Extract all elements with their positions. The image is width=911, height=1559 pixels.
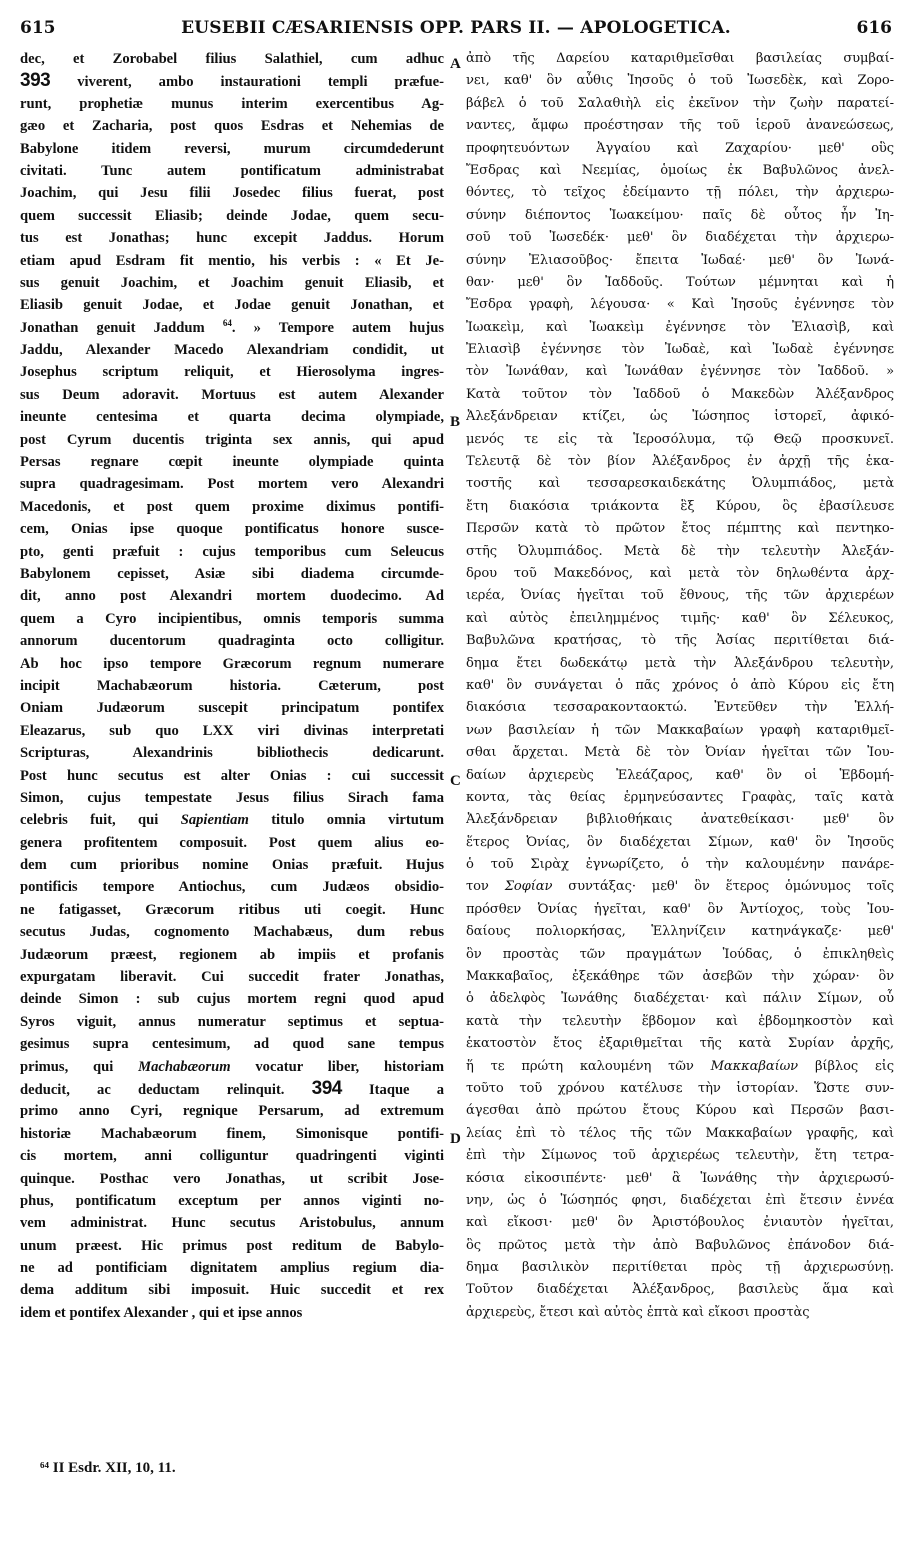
text-line: κατὰ τὴν τελευτὴν ἕβδομον καὶ ἑβδομηκοστὸν καὶ bbox=[466, 1013, 894, 1029]
text-line: μενός τε εἰς τὰ Ἱεροσόλυμα, τῷ Θεῷ προσκυνεῖ. bbox=[466, 431, 894, 447]
page-number-left: 615 bbox=[20, 18, 56, 38]
text-line: genera profitentem composuit. Post quem alius eo- bbox=[20, 834, 444, 851]
text-line: Judæorum præest, regionem ab impiis et profanis bbox=[20, 946, 444, 963]
text-line: καθ' ὃν συνάγεται ὁ πᾶς χρόνος ὁ ἀπὸ Κύρου εἰς ἔτη bbox=[466, 677, 894, 693]
text-line: ὁ τοῦ Σιρὰχ ἐγνωρίζετο, ὁ τὴν καλουμένην πανάρε- bbox=[466, 857, 894, 873]
text-line: Eliasib genuit Jodae, et Jodae genuit Jonathan, et bbox=[20, 297, 444, 314]
text-line: Babylonem cepisset, Asiæ sibi diadema circumde- bbox=[20, 565, 444, 582]
text-line: Eleazarus, sub quo LXX viri divinas interpretati bbox=[20, 722, 444, 739]
text-line: κοντα, τὰς θείας ἑρμηνεύσαντες Γραφὰς, ταῖς κατὰ bbox=[466, 789, 894, 805]
text-line: ὃς πρῶτος μετὰ τὴν ἀπὸ Βαβυλῶνος ἐπάνοδον διά- bbox=[466, 1237, 894, 1253]
text-line: pontificis tempore Antiochus, cum Judæos obsidio- bbox=[20, 879, 444, 896]
text-line: σύνην διέποντος Ἰωακείμου· παῖς δὲ οὗτος ἦν Ἰη- bbox=[466, 207, 894, 223]
text-line: gæo et Zacharia, post quos Esdras et Nehemias de bbox=[20, 118, 444, 135]
text-line: expurgatam liberavit. Cui succedit frater Jonathas, bbox=[20, 969, 444, 986]
text-line: θόντες, τὸ τεῖχος ἐδείμαντο τῇ πόλει, τὴν ἀρχιερω- bbox=[466, 185, 894, 201]
text-line: phus, pontificatum exceptum per annos viginti no- bbox=[20, 1192, 444, 1209]
text-line: quinque. Posthac vero Jonathas, ut scribit Jose- bbox=[20, 1170, 444, 1187]
text-line: Joachim, qui Jesu filii Josedec filius fuerat, post bbox=[20, 185, 444, 202]
page-header bbox=[20, 14, 892, 42]
text-line: quem successit Eliasib; deinde Jodae, quem secu- bbox=[20, 207, 444, 224]
text-line: deinde Simon : sub cujus mortem regni quod apud bbox=[20, 991, 444, 1008]
text-line: λείας ἐπὶ τὸ τέλος τῆς τῶν Μακκαβαίων γραφῆς, καὶ bbox=[466, 1125, 894, 1141]
text-line: unum præest. Hic primus post reditum de Babylo- bbox=[20, 1237, 444, 1254]
text-line: runt, prophetiæ munus interim exercentibus Ag- bbox=[20, 95, 444, 112]
text-line: Simon, cujus tempestate Jesus filius Sirach fama bbox=[20, 789, 444, 806]
text-line: dec, et Zorobabel filius Salathiel, cum adhuc bbox=[20, 51, 444, 67]
text-line: Macedonis, et post quem proxime diximus pontifi- bbox=[20, 498, 444, 515]
text-line: ἀρχιερεὺς, ἔτεσι καὶ αὐτὸς ἑπτὰ καὶ εἴκοσι προστὰς bbox=[466, 1304, 810, 1320]
text-line: πρόσθεν Ὀνίας ἡγεῖται, καθ' ὃν Ἀντίοχος, τοὺς Ἰου- bbox=[466, 901, 894, 917]
text-line: dit, anno post Alexandri mortem duodecimo. Ad bbox=[20, 588, 444, 605]
text-line: νει, καθ' ὃν αὖθις Ἰησοῦς ὁ τοῦ Ἰωσεδὲκ, καὶ Ζορο- bbox=[466, 73, 894, 89]
footnote-ref: 64 bbox=[222, 317, 232, 328]
text-line: σοῦ τοῦ Ἰωσεδέκ· μεθ' ὃν διαδέχεται τὴν ἀρχιερω- bbox=[466, 230, 894, 246]
text-line: δαίους πολιορκήσας, Ἑλληνίζειν κατηνάγκαζε· μεθ' bbox=[466, 924, 894, 940]
text-line: σύνην Ἐλιασοῦβος· ἔπειτα Ἰωδαέ· μεθ' ὃν Ἰωνά- bbox=[466, 252, 894, 268]
page-number-right: 616 bbox=[856, 18, 892, 38]
text-line: δημα βασιλικὸν περιτίθεται πρὸς τῇ ἀρχιερωσύνῃ. bbox=[466, 1260, 894, 1276]
text-line: δημα ἔτει δωδεκάτῳ μετὰ τὴν Ἀλεξάνδρου τελευτὴν, bbox=[466, 655, 894, 671]
text-line: ἕτερος Ὀνίας, ὃν διαδέχεται Σίμων, καθ' ὃν Ἰησοῦς bbox=[466, 834, 894, 850]
greek-column bbox=[466, 48, 894, 1324]
text-line: Jaddu, Alexander Macedo Alexandriam condidit, ut bbox=[20, 342, 444, 359]
text-line: 393 viverent, ambo instaurationi templi præfue- bbox=[20, 70, 444, 92]
text-line: Oniam Judæorum suscepit principatum pontifex bbox=[20, 700, 444, 717]
italic-title: Σοφίαν bbox=[504, 879, 553, 895]
italic-title: Sapientiam bbox=[180, 812, 249, 829]
text-line: Τοῦτον διαδέχεται Ἀλέξανδρος, βασιλεὺς ἅμα καὶ bbox=[466, 1282, 894, 1298]
text-line: quem a Cyro incipientibus, omnis temporis summa bbox=[20, 610, 444, 627]
text-line: deducit, ac deductam relinquit. 394 Itaque a bbox=[20, 1077, 444, 1099]
text-line: dema additum sibi imposuit. Huic succedit et rex bbox=[20, 1282, 444, 1299]
text-line: tus est Jonathas; hunc excepit Jaddus. Horum bbox=[20, 230, 444, 247]
text-line: κόσια εἰκοσιπέντε· μεθ' ἃ Ἰωνάθης τὴν ἀρχιερωσύ- bbox=[466, 1170, 894, 1186]
text-line: σθαι ἄρχεται. Μετὰ δὲ τὸν Ὀνίαν ἡγεῖται τῶν Ἰου- bbox=[466, 745, 894, 761]
text-line: Μακκαβαῖος, ἐξεκάθηρε τῶν ἀσεβῶν τὴν χώραν· ὃν bbox=[466, 969, 894, 985]
text-line: προφητευόντων Ἀγγαίου καὶ Ζαχαρίου· μεθ' οὓς bbox=[466, 140, 894, 156]
text-line: ἥ τε πρώτη καλουμένη τῶν Μακκαβαίων βίβλος εἰς bbox=[466, 1058, 894, 1074]
text-line: άγεσθαι ἀπὸ πρώτου ἔτους Κύρου καὶ Περσῶν βασι- bbox=[466, 1103, 894, 1119]
text-line: etiam apud Esdram fit mentio, his verbis : « Et Je- bbox=[20, 252, 444, 269]
text-line: Ἔσδρα γραφὴ, λέγουσα· « Καὶ Ἰησοῦς ἐγέννησε τὸν bbox=[466, 297, 894, 313]
text-line: Ἰωακεὶμ, καὶ Ἰωακεὶμ ἐγέννησε τὸν Ἐλιασὶβ, καὶ bbox=[466, 319, 894, 335]
text-line: Persas regnare cœpit ineunte olympiade quinta bbox=[20, 454, 444, 471]
text-line: annorum ducentorum quadraginta octo colligitur. bbox=[20, 633, 444, 650]
text-line: Βαβυλῶνα κρατήσας, τὸ τῆς Ἀσίας περιτίθεται διά- bbox=[466, 633, 894, 649]
text-line: Τελευτᾷ δὲ τὸν βίον Ἀλέξανδρος ἐν ἀρχῇ τῆς ἑκα- bbox=[466, 454, 894, 470]
text-line: post Cyrum ducentis triginta sex annis, qui apud bbox=[20, 431, 444, 448]
text-line: διακόσια τεσσαρακονταοκτώ. Ἐντεῦθεν τὴν Ἑλλή- bbox=[466, 700, 894, 716]
text-line: secutus Judas, cognomento Machabæus, dum rebus bbox=[20, 924, 444, 941]
text-line: ἐπὶ τὴν Σίμωνος τοῦ ἀρχιερέως τελευτὴν, ἔτη τετρα- bbox=[466, 1148, 894, 1164]
text-line: Ab hoc ipso tempore Græcorum regnum numerare bbox=[20, 655, 444, 672]
text-line: Scripturas, Alexandrinis bibliothecis dedicarunt. bbox=[20, 745, 444, 762]
margin-letter-b: B bbox=[450, 414, 461, 430]
text-line: pto, genti præfuit : cujus temporibus cum Seleucus bbox=[20, 543, 444, 560]
text-line: Babylone itidem reversi, murum circumdederunt bbox=[20, 140, 444, 157]
text-line: gesimus supra centesimum, ad quod sane tempus bbox=[20, 1036, 444, 1053]
text-line: τοῦτο τοῦ χρόνου κατέλυσε τὴν ἱστορίαν. Ὥστε συν- bbox=[466, 1080, 894, 1096]
column-marker: 393 bbox=[20, 70, 51, 92]
text-line: Ἀλεξάνδρειαν βιβλιοθήκαις ἀνατεθείκασι· μεθ' ὃν bbox=[466, 812, 894, 828]
text-line: celebris fuit, qui Sapientiam titulo omnia virtutum bbox=[20, 812, 444, 829]
text-line: νην, ὡς ὁ Ἰώσηπός φησι, διαδέχεται ἐπὶ ἔτεσιν ἐννέα bbox=[466, 1192, 894, 1208]
text-line: τον Σοφίαν συντάξας· μεθ' ὃν ἕτερος ὁμώνυμος τοῖς bbox=[466, 879, 894, 895]
text-line: δρου τοῦ Μακεδόνος, καὶ μετὰ τὸν δηλωθέντα ἀρχ- bbox=[466, 565, 894, 581]
text-line: sus genuit Joachim, et Joachim genuit Eliasib, et bbox=[20, 274, 444, 291]
text-line: ἑκατοστὸν ἔτος ἐξαριθμεῖται τῆς κατὰ Συρίαν ἀρχῆς, bbox=[466, 1036, 894, 1052]
text-line: ἀπὸ τῆς Δαρείου καταριθμεῖσθαι βασιλείας συμβαί- bbox=[466, 51, 894, 66]
text-line: cem, Onias ipse quoque pontificatus honore susce- bbox=[20, 521, 444, 538]
text-line: ὃν προστὰς τῶν πραγμάτων Ἰούδας, ὁ ἐπικληθεὶς bbox=[466, 946, 894, 962]
text-line: ιερέα, Ὀνίας ἡγεῖται τοῦ ἔθνους, τῆς τῶν ἀρχιερέων bbox=[466, 588, 894, 604]
margin-letter-a: A bbox=[450, 56, 461, 72]
footnote: ⁶⁴ II Esdr. XII, 10, 11. bbox=[40, 1460, 176, 1476]
text-line: ne ad pontificiam dignitatem amplius regium dia- bbox=[20, 1260, 444, 1277]
text-line: sus Deum adoravit. Mortuus est autem Alexander bbox=[20, 386, 444, 403]
text-line: στῆς Ὀλυμπιάδος. Μετὰ δὲ τὴν τελευτὴν Ἀλεξάν- bbox=[466, 543, 894, 559]
text-line: cis mortem, anni colliguntur quadringenti viginti bbox=[20, 1148, 444, 1165]
running-title: EUSEBII CÆSARIENSIS OPP. PARS II. — APOLOGETICA. bbox=[181, 18, 731, 38]
text-line: civitati. Tunc autem pontificatum administrabat bbox=[20, 162, 444, 179]
text-line: νων βασιλείαν ἡ τῶν Μακκαβαίων γραφὴ καταριθμεῖ- bbox=[466, 722, 894, 738]
latin-column bbox=[20, 48, 444, 1324]
italic-title: Μακκαβαίων bbox=[710, 1058, 799, 1074]
text-line: primo anno Cyri, regnique Persarum, ad extremum bbox=[20, 1103, 444, 1120]
text-line: Syros viguit, annus numeratur septimus et septua- bbox=[20, 1013, 444, 1030]
text-line: ναντες, ἄμφω προέστησαν τῆς τοῦ ἱεροῦ ἀνανεώσεως, bbox=[466, 118, 894, 134]
text-line: βάβελ ὁ τοῦ Σαλαθιὴλ εἰς ἐκεῖνον τὴν ζωὴν παρατεί- bbox=[466, 95, 894, 111]
text-line: Ἐλιασὶβ ἐγέννησε τὸν Ἰωδαὲ, καὶ Ἰωδαὲ ἐγέννησε bbox=[466, 342, 894, 358]
text-line: θαν· μεθ' ὃν Ἰαδδοῦς. Τούτων μέμνηται καὶ ἡ bbox=[466, 274, 894, 290]
text-line: τὸν Ἰωνάθαν, καὶ Ἰωνάθαν ἐγέννησε τὸν Ἰαδδοῦ. » bbox=[466, 364, 894, 380]
text-line: vem administrat. Hunc secutus Aristobulus, annum bbox=[20, 1215, 444, 1232]
text-line: primus, qui Machabæorum vocatur liber, historiam bbox=[20, 1058, 444, 1075]
text-line: incipit Machabæorum historia. Cæterum, post bbox=[20, 677, 444, 694]
text-line: Ἔσδρας καὶ Νεεμίας, ὁμοίως ἐκ Βαβυλῶνος ἀνελ- bbox=[466, 162, 894, 178]
text-line: ne fatigasset, Græcorum ritibus uti coegit. Hunc bbox=[20, 901, 444, 918]
text-line: dem cum prioribus nomine Onias præfuit. Hujus bbox=[20, 857, 444, 874]
text-line: Περσῶν κατὰ τὸ πρῶτον ἔτος πέμπτης καὶ πεντηκο- bbox=[466, 521, 894, 537]
margin-letter-d: D bbox=[450, 1131, 461, 1147]
text-line: Ἀλεξάνδρειαν κτίζει, ὡς Ἰώσηπος ἱστορεῖ, ἀφικό- bbox=[466, 409, 894, 425]
margin-letter-c: C bbox=[450, 773, 461, 789]
text-line: Κατὰ τοῦτον τὸν Ἰαδδοῦ ὁ Μακεδὼν Ἀλέξανδρος bbox=[466, 386, 894, 402]
text-line: ἔτη διακόσια τριάκοντα ἓξ Κύρου, ὃς ἐβασίλευσε bbox=[466, 498, 894, 514]
italic-title: Machabæorum bbox=[138, 1058, 231, 1075]
text-line: Josephus scriptum reliquit, et Hierosolyma ingres- bbox=[20, 364, 444, 381]
text-line: ὁ ἀδελφὸς Ἰωνάθης διαδέχεται· καὶ πάλιν Σίμων, οὗ bbox=[466, 991, 894, 1007]
text-line: δαίων ἀρχιερεὺς Ἐλεάζαρος, καθ' ὃν οἱ Ἑβδομή- bbox=[466, 767, 894, 783]
text-line: supra quadragesimam. Post mortem vero Alexandri bbox=[20, 476, 444, 493]
text-line: ineunte centesima et quarta decima olympiade, bbox=[20, 409, 444, 426]
text-line: καὶ εἴκοσι· μεθ' ὃν Ἀριστόβουλος ἐνιαυτὸν ἡγεῖται, bbox=[466, 1215, 894, 1231]
text-line: Jonathan genuit Jaddum $^{64}$. » Tempore autem hujus bbox=[20, 317, 444, 336]
text-line: τοστῆς καὶ τεσσαρεσκαιδεκάτης Ὀλυμπιάδος, μετὰ bbox=[466, 476, 894, 492]
text-line: καὶ αὐτὸς ἐπειλημμένος τιμῆς· καθ' ὃν Σέλευκος, bbox=[466, 610, 894, 626]
text-line: Post hunc secutus est alter Onias : cui successit bbox=[20, 767, 444, 784]
text-line: idem et pontifex Alexander , qui et ipse annos bbox=[20, 1304, 303, 1321]
text-line: historiæ Machabæorum finem, Simonisque pontifi- bbox=[20, 1125, 444, 1142]
column-marker: 394 bbox=[311, 1077, 342, 1099]
